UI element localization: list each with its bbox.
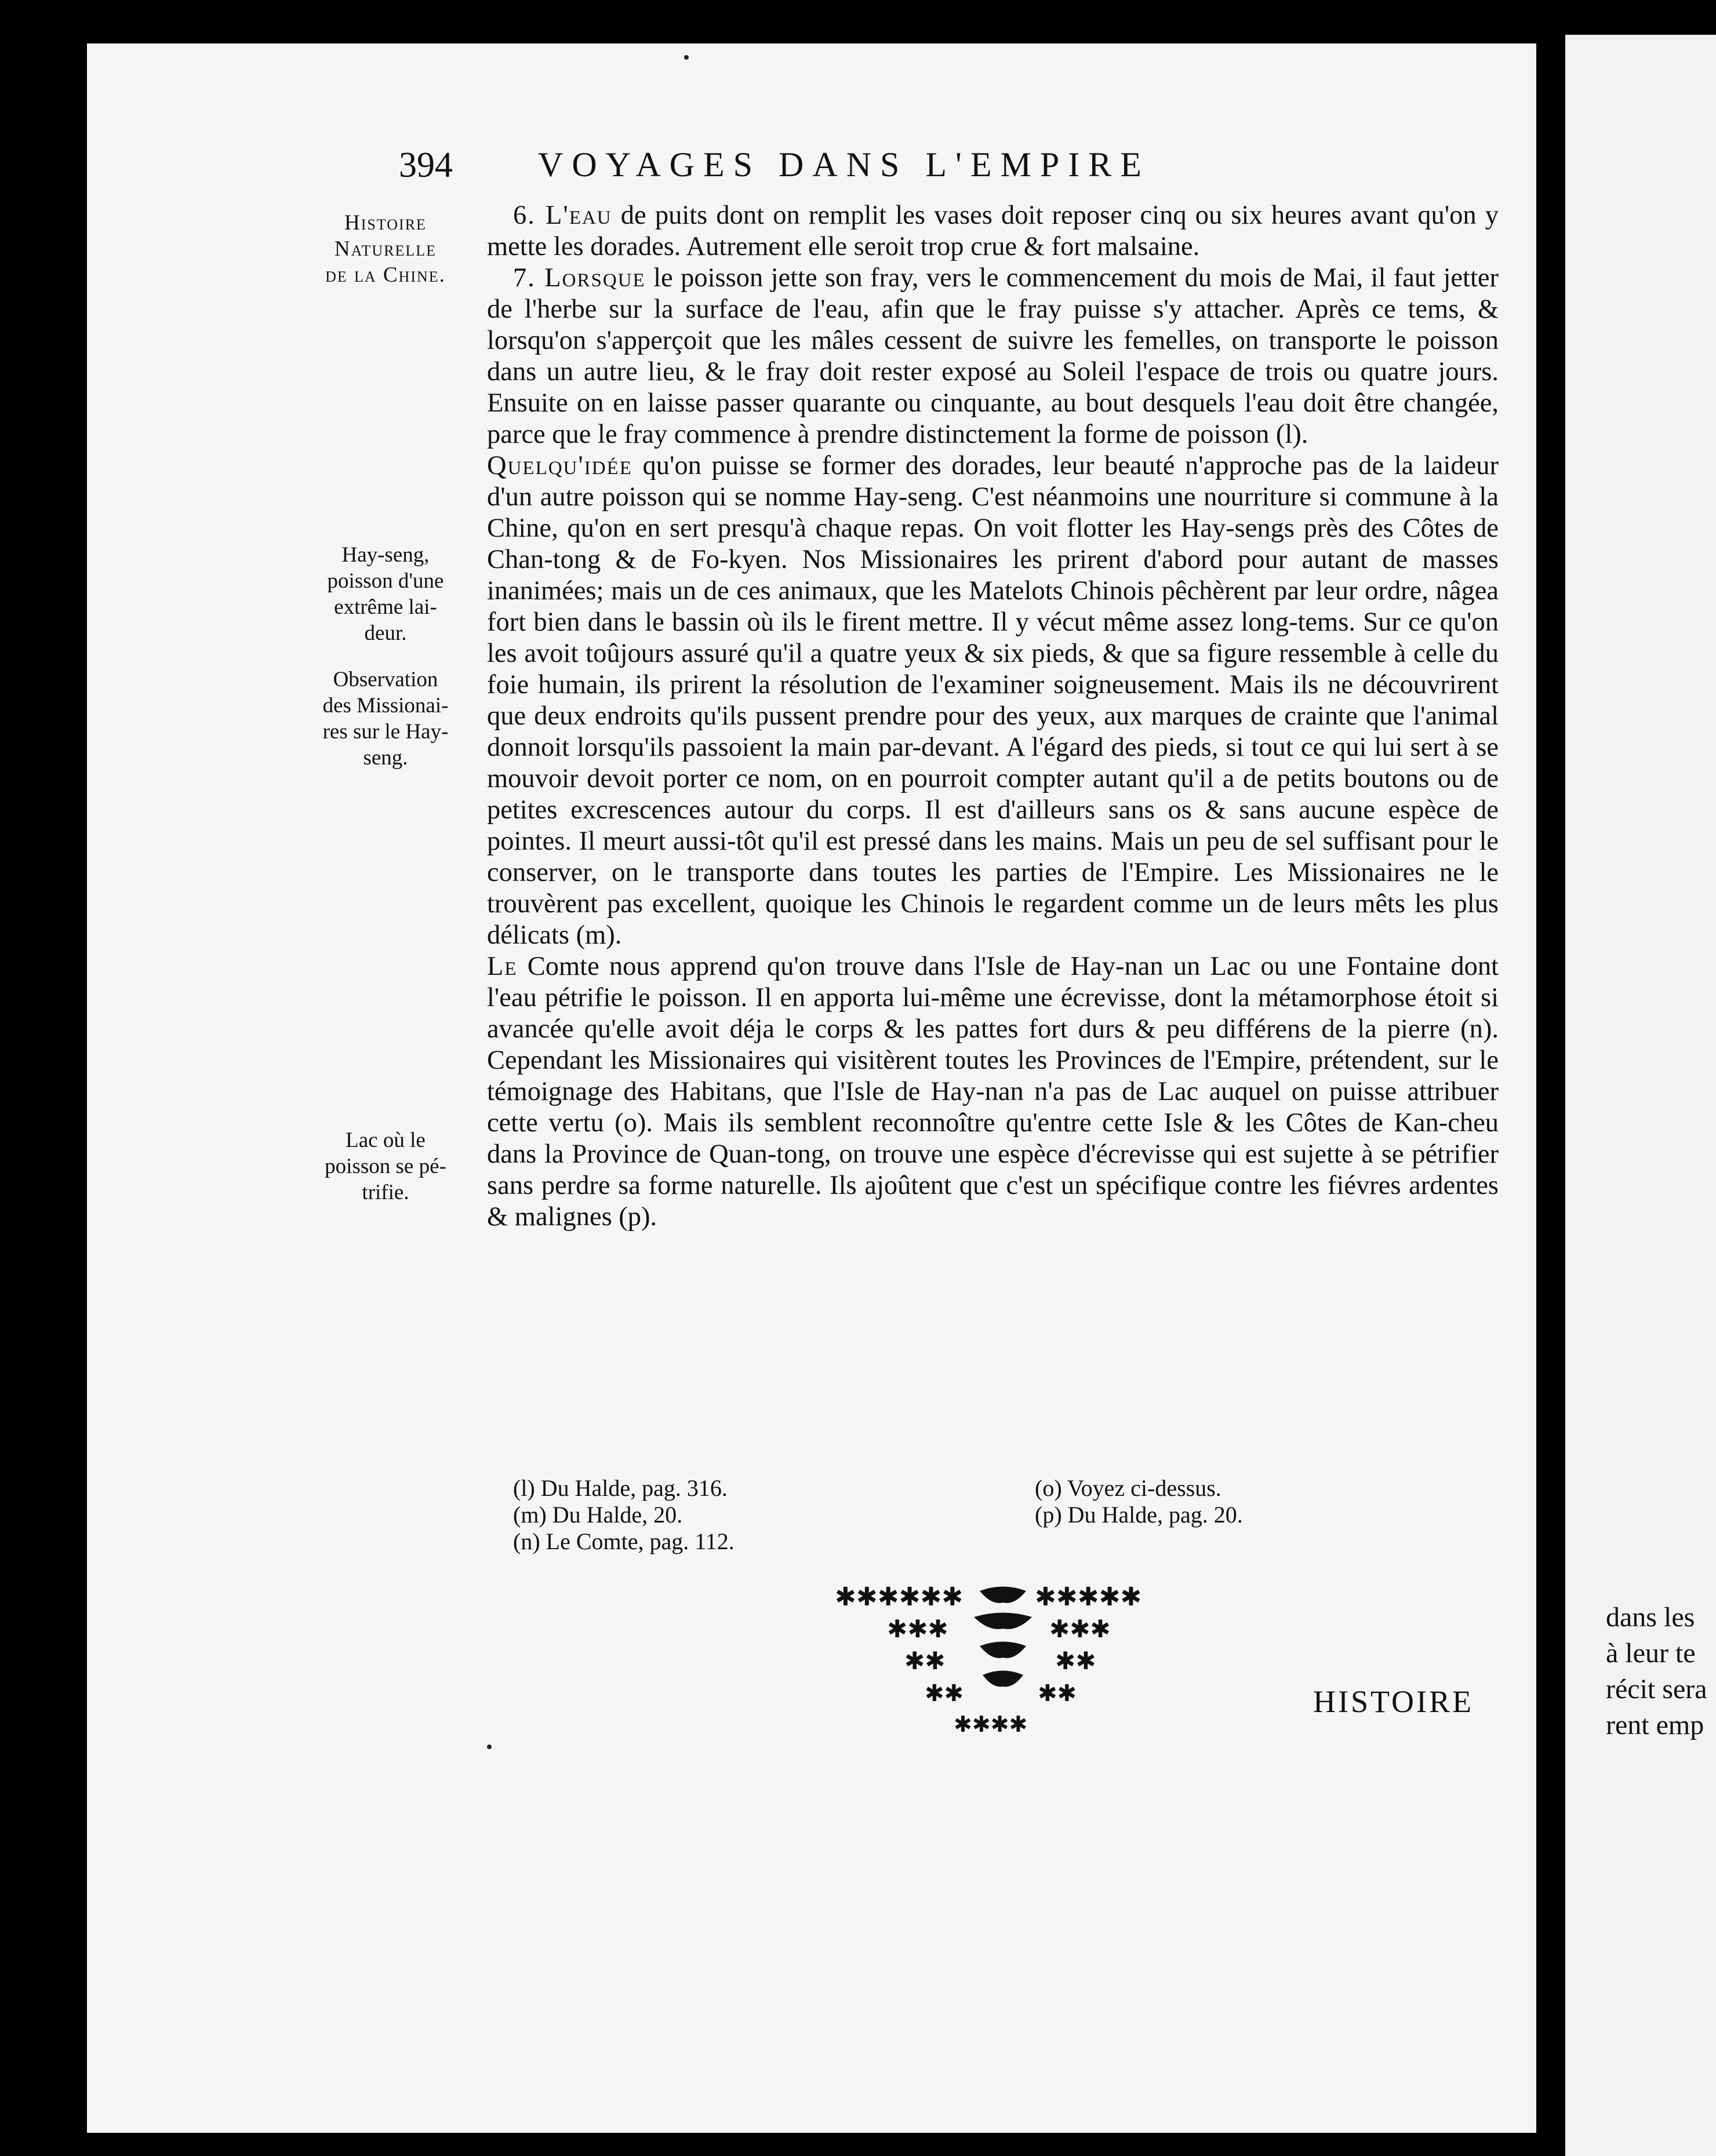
margin-note-section bbox=[299, 210, 472, 288]
paragraph-lead: 7. Lorsque bbox=[513, 263, 646, 293]
footnote: (n) Le Comte, pag. 112. bbox=[513, 1528, 735, 1554]
margin-line: des Missionai- bbox=[322, 694, 449, 718]
margin-note-hay-seng bbox=[299, 542, 472, 646]
margin-line: seng. bbox=[363, 746, 408, 770]
margin-line: Observation bbox=[333, 668, 438, 691]
margin-note-observation bbox=[299, 667, 472, 771]
main-text bbox=[487, 200, 1499, 1233]
paragraph-text: le poisson jette son fray, vers le commencement du mois de Mai, il faut jetter de l'herbe sur la surface de l'eau, afin que le fray puisse s'y attacher. Après ce tems, & lorsqu'on s'apperçoit que les mâles cessent de suivre les femelles, on transporte le poisson dans un autre lieu, & le fray doit rester exposé au Soleil l'espace de trois ou quatre jours. Ensuite on en laisse passer quarante ou cinquante, au bout desquels l'eau doit être changée, parce que le fray commence à prendre distinctement la forme de poisson (l). bbox=[487, 263, 1499, 449]
margin-line: Naturelle bbox=[334, 237, 437, 261]
facing-line: à leur te bbox=[1606, 1638, 1696, 1669]
catchword: HISTOIRE bbox=[1313, 1684, 1474, 1719]
margin-line: deur. bbox=[364, 621, 407, 645]
facing-line: dans les bbox=[1606, 1602, 1695, 1633]
svg-text:✱✱✱: ✱✱✱ bbox=[1049, 1615, 1111, 1643]
svg-text:✱✱✱: ✱✱✱ bbox=[887, 1615, 948, 1643]
margin-line: extrême lai- bbox=[334, 595, 437, 619]
margin-line: poisson se pé- bbox=[325, 1155, 446, 1178]
svg-text:✱✱✱✱: ✱✱✱✱ bbox=[954, 1711, 1028, 1737]
paragraph-lead: Quelqu'idée bbox=[487, 451, 632, 480]
footnote: (m) Du Halde, 20. bbox=[513, 1502, 683, 1528]
paragraph bbox=[487, 450, 1499, 951]
speck bbox=[684, 55, 689, 60]
running-title: VOYAGES DANS L'EMPIRE bbox=[538, 145, 1150, 184]
ornament-tailpiece-icon bbox=[835, 1582, 1171, 1739]
paragraph-text: qu'on puisse se former des dorades, leur beauté n'approche pas de la laideur d'un autre poisson qui se nomme Hay-seng. C'est néanmoins une nourriture si commune à la Chine, qu'on en sert presqu'à chaque repas. On voit flotter les Hay-sengs près des Côtes de Chan-tong & de Fo-kyen. Nos Missionaires les prirent d'abord pour autant de masses inanimées; mais un de ces animaux, que les Matelots Chinois pêchèrent par leur ordre, nâgea fort bien dans le bassin où ils le firent mettre. Il y vécut même assez long-tems. Sur ce qu'on les avoit toûjours assuré qu'il a quatre yeux & six pieds, & que sa figure ressemble à celle du foie humain, ils prirent la résolution de l'examiner soigneusement. Mais ils ne découvrirent que deux endroits qu'ils pussent prendre pour des yeux, aux marques de crainte que l'animal donnoit lorsqu'ils passoient la main par-devant. A l'égard des pieds, si tout ce qui lui sert à se mouvoir devoit porter ce nom, on en pourroit compter autant qu'il a de petits boutons ou de petites excrescences autour du corps. Il est d'ailleurs sans os & sans aucune espèce de pointes. Il meurt aussi-tôt qu'il est pressé dans les mains. Mais un peu de sel suffisant pour le conserver, on le transporte dans toutes les parties de l'Empire. Les Missionaires ne le trouvèrent pas excellent, quoique les Chinois le regardent comme un de leurs mêts les plus délicats (m). bbox=[487, 451, 1499, 950]
facing-line: rent emp bbox=[1606, 1710, 1704, 1740]
svg-text:✱✱: ✱✱ bbox=[1038, 1680, 1077, 1707]
page-number: 394 bbox=[399, 145, 453, 185]
facing-page-fragment bbox=[1606, 1600, 1716, 1743]
footnote: (p) Du Halde, pag. 20. bbox=[1035, 1502, 1243, 1528]
paragraph-lead: Le bbox=[487, 952, 518, 981]
margin-line: res sur le Hay- bbox=[322, 720, 449, 744]
page-header bbox=[399, 145, 1361, 191]
svg-text:✱✱: ✱✱ bbox=[925, 1680, 964, 1707]
paragraph-lead: 6. L'eau bbox=[513, 201, 612, 230]
footnote: (l) Du Halde, pag. 316. bbox=[513, 1475, 728, 1501]
margin-line: Lac où le bbox=[346, 1128, 426, 1152]
svg-text:✱✱✱✱✱✱: ✱✱✱✱✱✱ bbox=[835, 1582, 964, 1612]
margin-line: Histoire bbox=[344, 211, 427, 235]
margin-line: poisson d'une bbox=[327, 569, 444, 593]
paragraph bbox=[487, 951, 1499, 1233]
margin-note-lac bbox=[299, 1127, 472, 1206]
speck bbox=[487, 1745, 492, 1749]
facing-page-edge bbox=[1565, 35, 1716, 2156]
svg-text:✱✱✱✱✱: ✱✱✱✱✱ bbox=[1035, 1582, 1142, 1612]
margin-line: de la Chine. bbox=[325, 263, 446, 287]
paragraph bbox=[487, 200, 1499, 263]
footnotes-left bbox=[513, 1475, 735, 1555]
paragraph-text: de puits dont on remplit les vases doit reposer cinq ou six heures avant qu'on y mette les dorades. Autrement elle seroit trop crue & fort malsaine. bbox=[487, 201, 1499, 261]
paragraph-text: Comte nous apprend qu'on trouve dans l'Isle de Hay-nan un Lac ou une Fontaine dont l'eau pétrifie le poisson. Il en apporta lui-même une écrevisse, dont la métamorphose étoit si avancée qu'elle avoit déja le corps & les pattes fort durs & peu différens de la pierre (n). Cependant les Missionaires qui visitèrent toutes les Provinces de l'Empire, prétendent, sur le témoignage des Habitans, que l'Isle de Hay-nan n'a pas de Lac auquel on puisse attribuer cette vertu (o). Mais ils semblent reconnoître qu'entre cette Isle & les Côtes de Kan-cheu dans la Province de Quan-tong, on trouve une espèce d'écrevisse qui est sujette à se pétrifier sans perdre sa forme naturelle. Ils ajoûtent que c'est un spécifique contre les fiévres ardentes & malignes (p). bbox=[487, 952, 1499, 1232]
svg-text:✱✱: ✱✱ bbox=[904, 1647, 946, 1675]
footnotes-right bbox=[1035, 1475, 1243, 1528]
margin-line: trifie. bbox=[362, 1181, 409, 1204]
footnote: (o) Voyez ci-dessus. bbox=[1035, 1475, 1221, 1501]
paragraph bbox=[487, 263, 1499, 450]
svg-text:✱✱: ✱✱ bbox=[1055, 1647, 1096, 1675]
margin-line: Hay-seng, bbox=[341, 543, 430, 567]
facing-line: récit sera bbox=[1606, 1674, 1707, 1705]
